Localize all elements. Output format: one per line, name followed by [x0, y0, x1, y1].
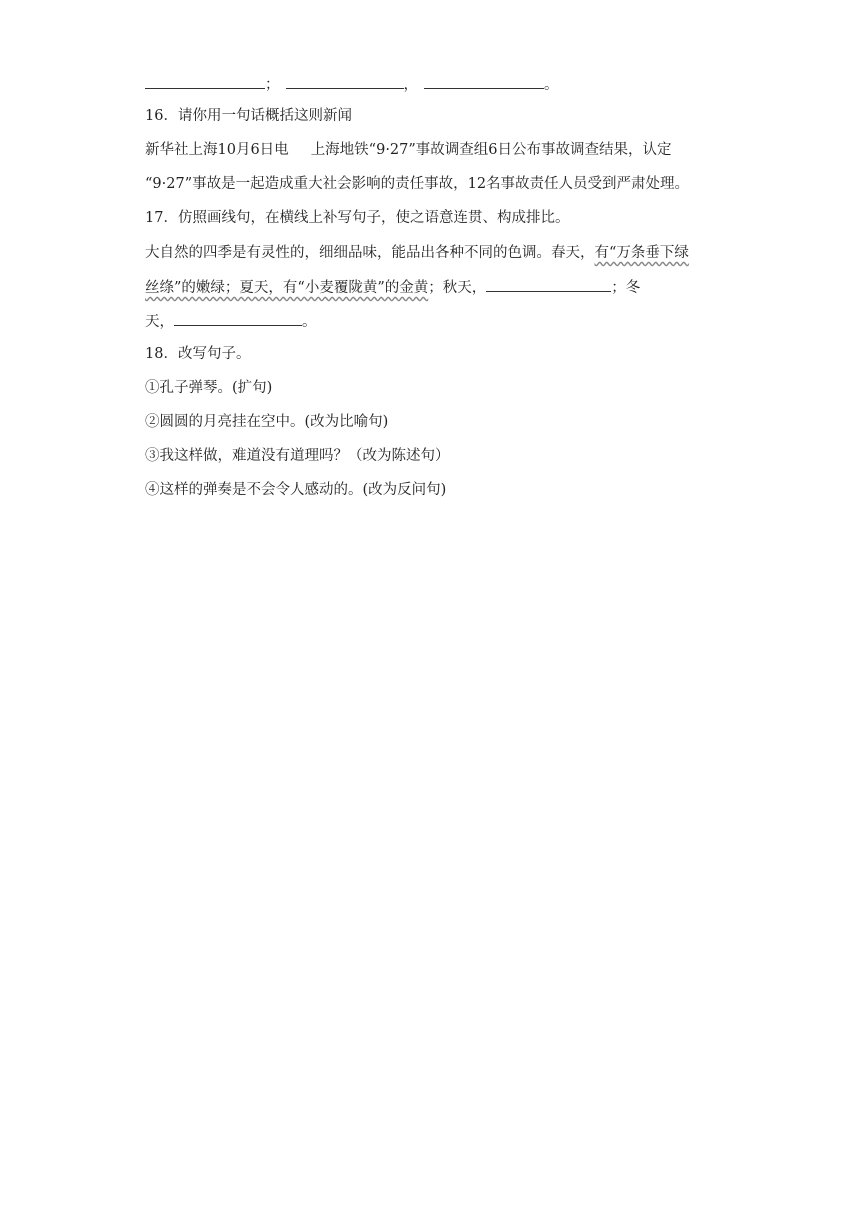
news-line-2: “9·27”事故是一起造成重大社会影响的责任事故，12名事故责任人员受到严肃处理。: [145, 176, 690, 192]
underlined-sentence: 有“万条垂下绿: [594, 245, 689, 261]
question-17-text-1: [145, 243, 689, 263]
passage-text: ；秋天，: [428, 280, 487, 296]
passage-text: ；冬: [611, 280, 641, 296]
answer-blank[interactable]: [486, 277, 611, 292]
underlined-sentence: 丝绦”的嫩绿；夏天，有“小麦覆陇黄”的金黄: [145, 280, 429, 296]
answer-blank[interactable]: [286, 74, 404, 89]
rewrite-item: ②圆圆的月亮挂在空中。(改为比喻句): [145, 414, 389, 430]
question-18-title: 18．改写句子。: [145, 346, 251, 362]
question-17-title: 17．仿照画线句，在横线上补写句子，使之语意连贯、构成排比。: [145, 210, 570, 226]
news-dateline: 新华社上海10月6日电: [145, 142, 289, 158]
answer-blank[interactable]: [424, 74, 544, 89]
news-line-1: [145, 140, 672, 160]
rewrite-item: ①孔子弹琴。(扩句): [145, 380, 273, 396]
answer-line-15: [145, 74, 559, 95]
passage-text: 大自然的四季是有灵性的，细细品味，能品出各种不同的色调。春天，: [145, 245, 595, 261]
rewrite-item: ④这样的弹奏是不会令人感动的。(改为反问句): [145, 482, 447, 498]
answer-blank[interactable]: [145, 74, 265, 89]
rewrite-item: ③我这样做，难道没有道理吗？（改为陈述句）: [145, 448, 450, 464]
punctuation: 。: [544, 77, 559, 93]
passage-text: 。: [302, 314, 317, 330]
passage-text: 天，: [145, 314, 174, 330]
punctuation: ；: [265, 77, 280, 93]
question-17-text-2: [145, 277, 640, 298]
news-text: 上海地铁“9·27”事故调查组6日公布事故调查结果，认定: [310, 142, 672, 158]
punctuation: ，: [403, 77, 418, 93]
question-16-title: 16．请你用一句话概括这则新闻: [145, 108, 352, 124]
question-17-text-3: [145, 311, 317, 332]
answer-blank[interactable]: [174, 311, 302, 326]
